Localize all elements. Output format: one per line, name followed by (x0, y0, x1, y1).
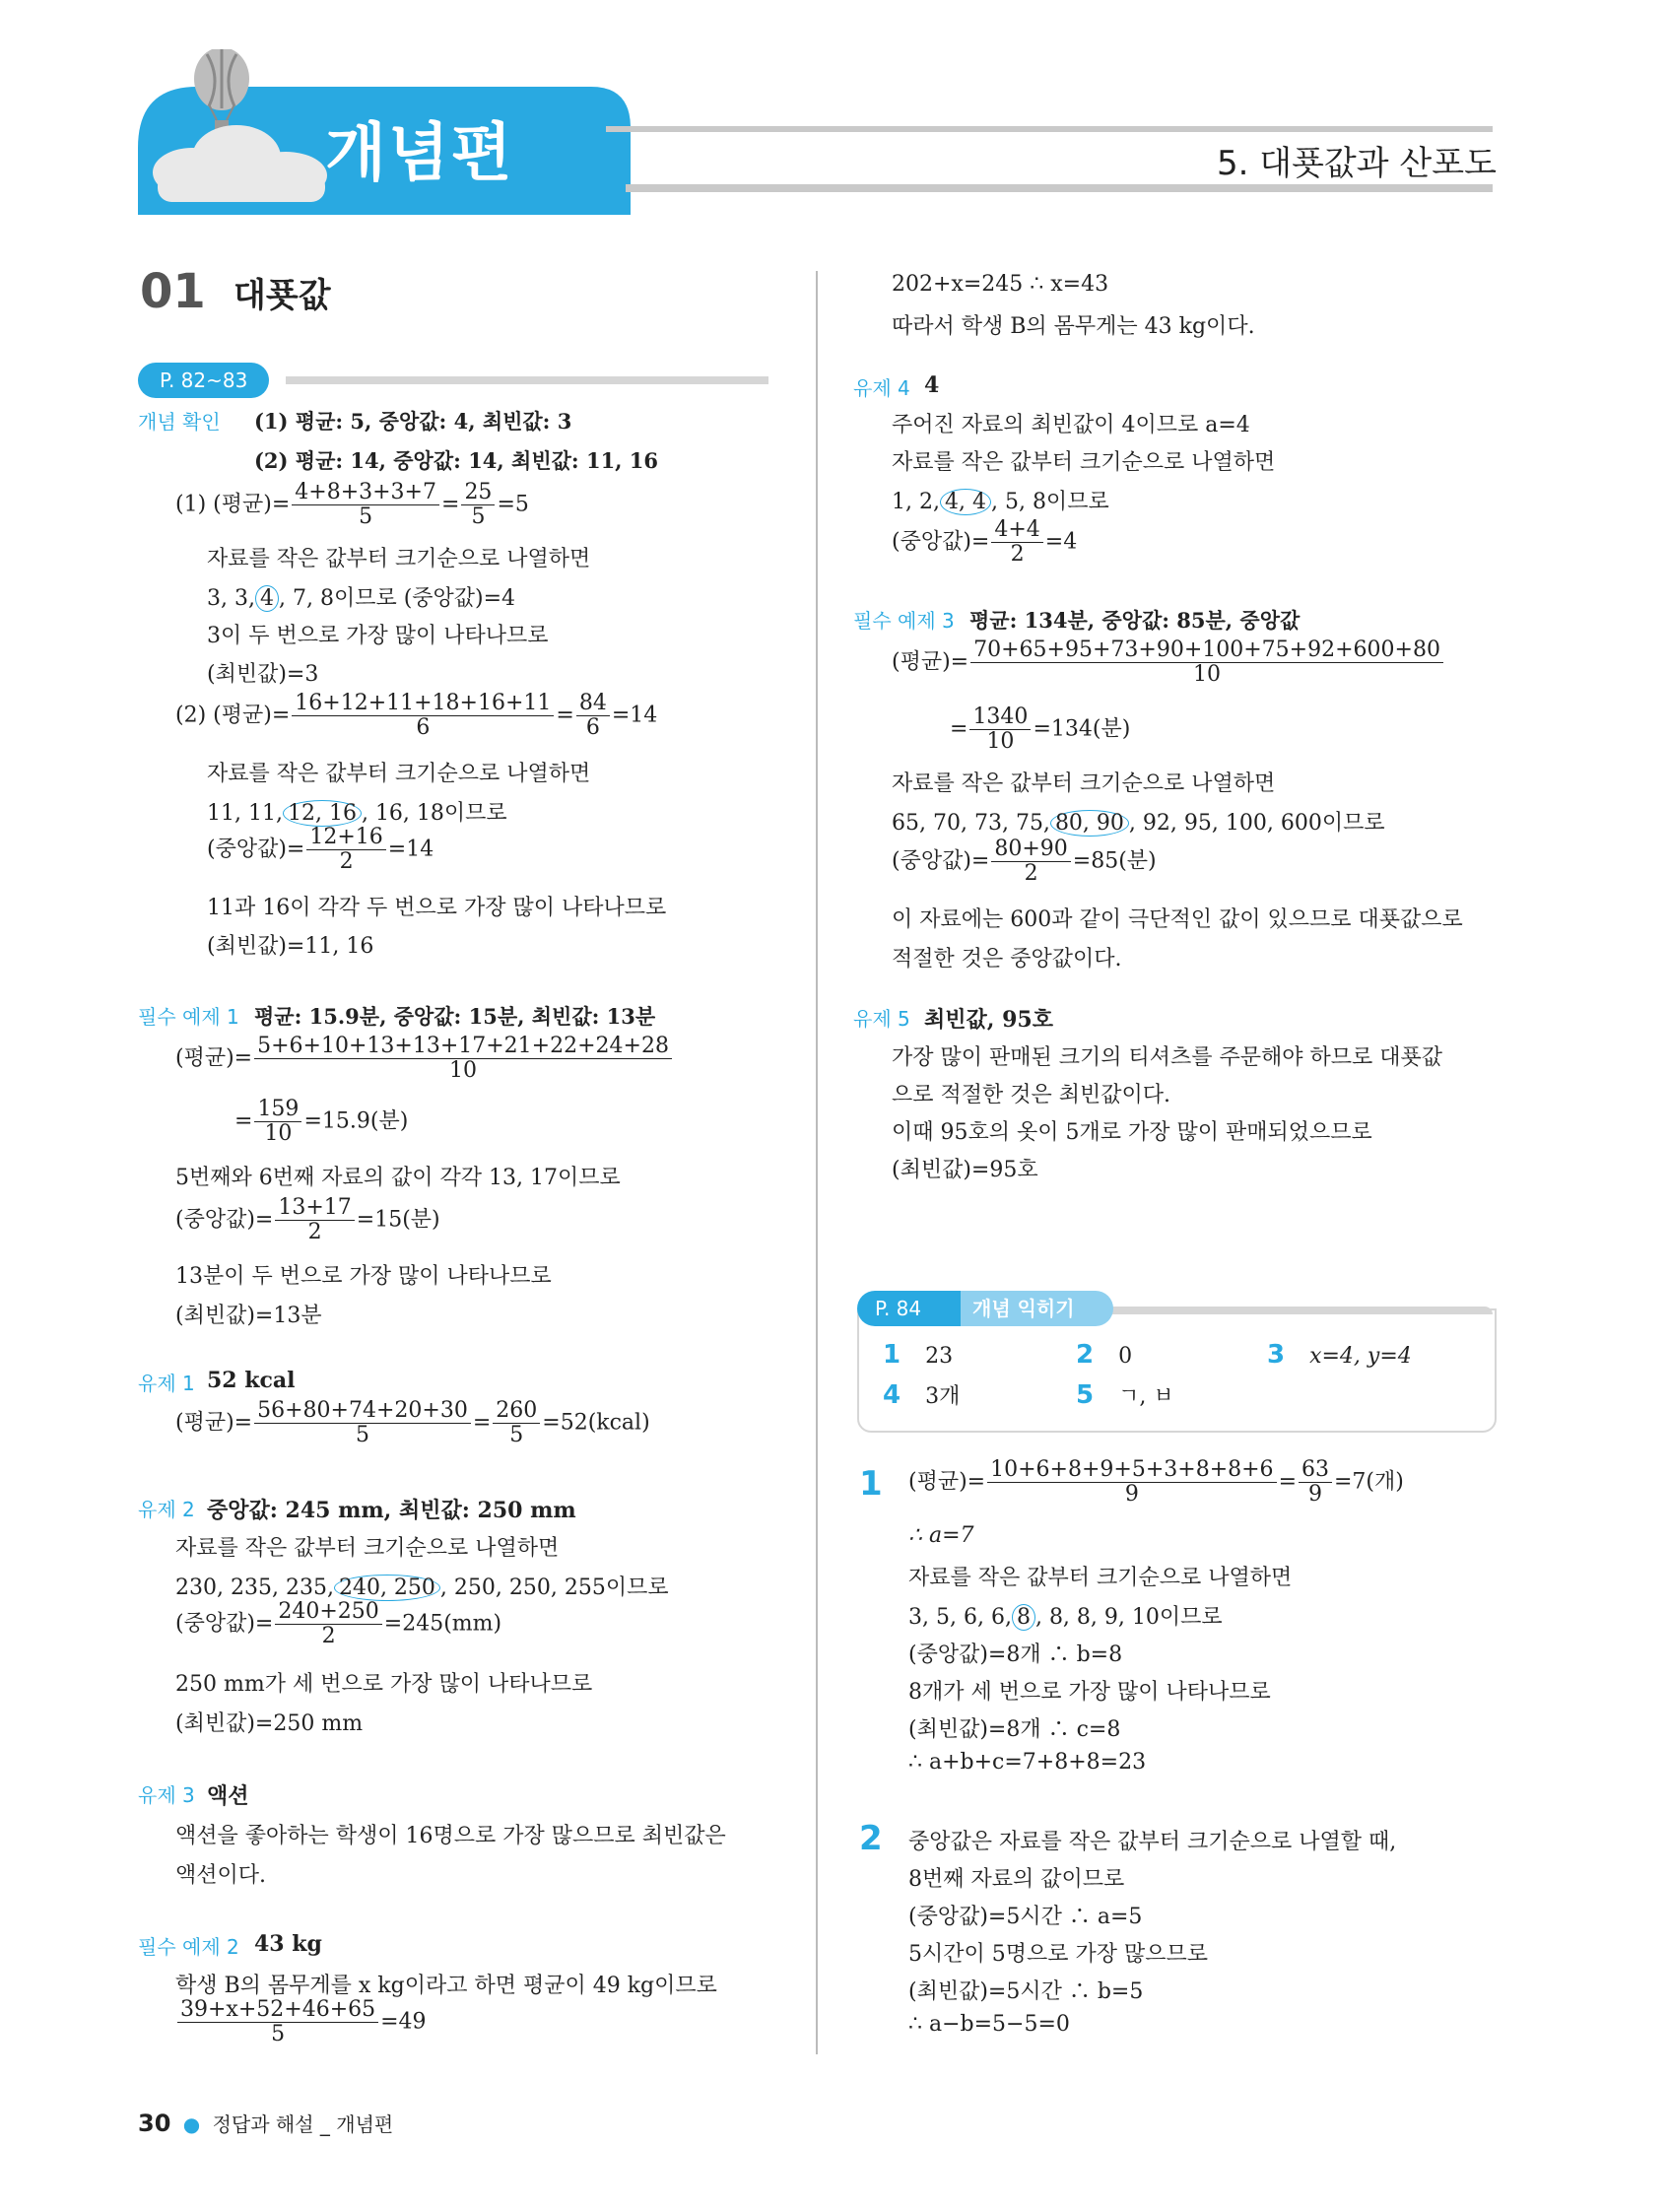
text-line: 3, 5, 6, 6, 8 , 8, 8, 9, 10이므로 (908, 1605, 1223, 1630)
exercise-4-answer: 4 (924, 372, 940, 398)
text-line: 액션을 좋아하는 학생이 16명으로 가장 많으므로 최빈값은 (175, 1824, 726, 1848)
text-line: 8번째 자료의 값이므로 (908, 1867, 1125, 1892)
text-line: (최빈값)=8개 ∴ c=8 (908, 1717, 1121, 1742)
exercise-3-answer: 액션 (207, 1783, 249, 1809)
exercise-5-answer: 최빈값, 95호 (924, 1007, 1053, 1033)
text-line: 5시간이 5명으로 가장 많으므로 (908, 1942, 1208, 1967)
solution-1-mean: (1) (평균)= $\frac{4+8+3+3+7}{5}$ = $\frac{25}{5}$ =5 (175, 480, 529, 529)
text-line: 250 mm가 세 번으로 가장 많이 나타나므로 (175, 1672, 593, 1697)
question-1-number: 1 (859, 1464, 883, 1504)
text-line: (최빈값)=13분 (175, 1304, 322, 1328)
exercise-1-answer: 52 kcal (207, 1368, 296, 1393)
text-line: 따라서 학생 B의 몸무게는 43 kg이다. (892, 314, 1255, 339)
text-line: (최빈값)=5시간 ∴ b=5 (908, 1979, 1144, 2004)
answer-section-tab: 개념 익히기 (961, 1291, 1113, 1326)
example-3-mean-result: = $\frac{1340}{10}$ =134(분) (950, 704, 1131, 754)
page-footer (138, 2109, 393, 2137)
answer-item: 4 3개 (883, 1380, 961, 1410)
section-number: 01 (140, 264, 206, 319)
example-3-label: 필수 예제 3 (853, 609, 955, 633)
text-line: (최빈값)=11, 16 (207, 934, 374, 959)
text-line: 자료를 작은 값부터 크기순으로 나열하면 (908, 1566, 1293, 1590)
answer-item: 1 23 (883, 1340, 954, 1370)
exercise-2-label: 유제 2 (138, 1498, 195, 1521)
footer-text: 정답과 해설 _ 개념편 (212, 2112, 394, 2136)
exercise-2-answer: 중앙값: 245 mm, 최빈값: 250 mm (207, 1498, 576, 1523)
section-title: 대푯값 (234, 276, 331, 315)
page-range-pill: P. 82~83 (138, 363, 269, 398)
text-line: 자료를 작은 값부터 크기순으로 나열하면 (207, 762, 591, 786)
text-line: 적절한 것은 중앙값이다. (892, 947, 1122, 972)
example-1-mean-result: = $\frac{159}{10}$ =15.9(분) (234, 1097, 409, 1146)
answer-page-tab: P. 84 (857, 1291, 966, 1326)
text-line: (중앙값)=5시간 ∴ a=5 (908, 1905, 1143, 1929)
text-line: 가장 많이 판매된 크기의 티셔츠를 주문해야 하므로 대푯값 (892, 1045, 1443, 1070)
concept-check-answer-1: (1) 평균: 5, 중앙값: 4, 최빈값: 3 (254, 409, 572, 434)
example-2-label: 필수 예제 2 (138, 1935, 239, 1959)
exercise-1-mean: (평균)= $\frac{56+80+74+20+30}{5}$ = $\frac{260}{5}$ =52(kcal) (175, 1398, 650, 1447)
answer-item: 5 ㄱ, ㅂ (1076, 1380, 1174, 1410)
text-line: 5번째와 6번째 자료의 값이 각각 13, 17이므로 (175, 1166, 621, 1190)
column-divider (816, 271, 818, 2054)
question-2-number: 2 (859, 1819, 883, 1858)
text-line: (최빈값)=3 (207, 662, 319, 687)
solution-2-mean: (2) (평균)= $\frac{16+12+11+18+16+11}{6}$ = $\frac{84}{6}$ =14 (175, 691, 658, 740)
solution-2-median: (중앙값)= $\frac{12+16}{2}$ =14 (207, 825, 434, 874)
concept-check-answer-2: (2) 평균: 14, 중앙값: 14, 최빈값: 11, 16 (254, 448, 659, 473)
header-title: 개념편 (325, 117, 514, 190)
text-line: ∴ a=7 (908, 1523, 974, 1548)
example-2-answer: 43 kg (254, 1931, 322, 1957)
exercise-1-label: 유제 1 (138, 1372, 195, 1395)
text-line: 자료를 작은 값부터 크기순으로 나열하면 (207, 547, 591, 571)
exercise-4-median: (중앙값)= $\frac{4+4}{2}$ =4 (892, 517, 1078, 567)
text-line: 1, 2, 4, 4 , 5, 8이므로 (892, 490, 1109, 514)
text-line: 3이 두 번으로 가장 많이 나타나므로 (207, 624, 549, 648)
text-line: (최빈값)=250 mm (175, 1711, 364, 1736)
concept-check-label: 개념 확인 (138, 410, 221, 434)
text-line: 학생 B의 몸무게를 x kg이라고 하면 평균이 49 kg이므로 (175, 1974, 717, 1998)
example-3-answer: 평균: 134분, 중앙값: 85분, 중앙값 (969, 608, 1301, 633)
text-line: 11과 16이 각각 두 번으로 가장 많이 나타나므로 (207, 896, 667, 920)
answer-item: 2 0 (1076, 1340, 1133, 1370)
exercise-3-label: 유제 3 (138, 1783, 195, 1807)
text-line: 액션이다. (175, 1863, 267, 1888)
example-3-median: (중앙값)= $\frac{80+90}{2}$ =85(분) (892, 837, 1157, 886)
text-line: 이때 95호의 옷이 5개로 가장 많이 판매되었으므로 (892, 1120, 1372, 1145)
header-rule-bottom (626, 184, 1493, 192)
question-1-mean: (평균)= $\frac{10+6+8+9+5+3+8+8+6}{9}$ = $\frac{63}{9}$ =7(개) (908, 1457, 1404, 1507)
text-line: 이 자료에는 600과 같이 극단적인 값이 있으므로 대푯값으로 (892, 907, 1463, 932)
text-line: ∴ a−b=5−5=0 (908, 2012, 1070, 2037)
example-1-label: 필수 예제 1 (138, 1005, 239, 1029)
bullet-icon: ● (182, 2112, 201, 2136)
text-line: 230, 235, 235, 240, 250 , 250, 250, 255이므로 (175, 1575, 669, 1600)
example-2-equation: $\frac{39+x+52+46+65}{5}$ =49 (175, 1998, 427, 2046)
text-line: 중앙값은 자료를 작은 값부터 크기순으로 나열할 때, (908, 1830, 1397, 1854)
exercise-5-label: 유제 5 (853, 1007, 910, 1031)
text-line: 11, 11, 12, 16 , 16, 18이므로 (207, 801, 507, 826)
answer-box-rule (1103, 1307, 1493, 1314)
text-line: 으로 적절한 것은 최빈값이다. (892, 1083, 1170, 1107)
text-line: 자료를 작은 값부터 크기순으로 나열하면 (892, 771, 1276, 796)
text-line: 자료를 작은 값부터 크기순으로 나열하면 (175, 1536, 560, 1561)
answer-summary-box (857, 1308, 1497, 1433)
text-line: 주어진 자료의 최빈값이 4이므로 a=4 (892, 413, 1250, 437)
pill-rule (286, 376, 768, 384)
text-line: 65, 70, 73, 75, 80, 90 , 92, 95, 100, 600이므로 (892, 811, 1385, 836)
text-line: (중앙값)=8개 ∴ b=8 (908, 1642, 1123, 1667)
example-3-mean: (평균)= $\frac{70+65+95+73+90+100+75+92+600+80}{10}$ (892, 638, 1445, 687)
text-line: 8개가 세 번으로 가장 많이 나타나므로 (908, 1680, 1271, 1705)
text-line: 13분이 두 번으로 가장 많이 나타나므로 (175, 1264, 552, 1289)
exercise-4-label: 유제 4 (853, 376, 910, 400)
text-line: ∴ a+b+c=7+8+8=23 (908, 1750, 1147, 1775)
text-line: 202+x=245 ∴ x=43 (892, 272, 1109, 297)
text-line: 자료를 작은 값부터 크기순으로 나열하면 (892, 450, 1276, 475)
example-1-median: (중앙값)= $\frac{13+17}{2}$ =15(분) (175, 1195, 440, 1244)
text-line: (최빈값)=95호 (892, 1158, 1038, 1182)
answer-item: 3 x=4, y=4 (1267, 1340, 1412, 1370)
exercise-2-median: (중앙값)= $\frac{240+250}{2}$ =245(mm) (175, 1599, 502, 1648)
example-1-mean: (평균)= $\frac{5+6+10+13+13+17+21+22+24+28}{10}$ (175, 1035, 674, 1083)
chapter-title: 5. 대푯값과 산포도 (1217, 144, 1497, 183)
text-line: 3, 3, 4 , 7, 8이므로 (중앙값)=4 (207, 586, 516, 611)
page-number: 30 (138, 2110, 171, 2137)
header-rule-top (606, 126, 1493, 132)
example-1-answer: 평균: 15.9분, 중앙값: 15분, 최빈값: 13분 (254, 1004, 656, 1029)
